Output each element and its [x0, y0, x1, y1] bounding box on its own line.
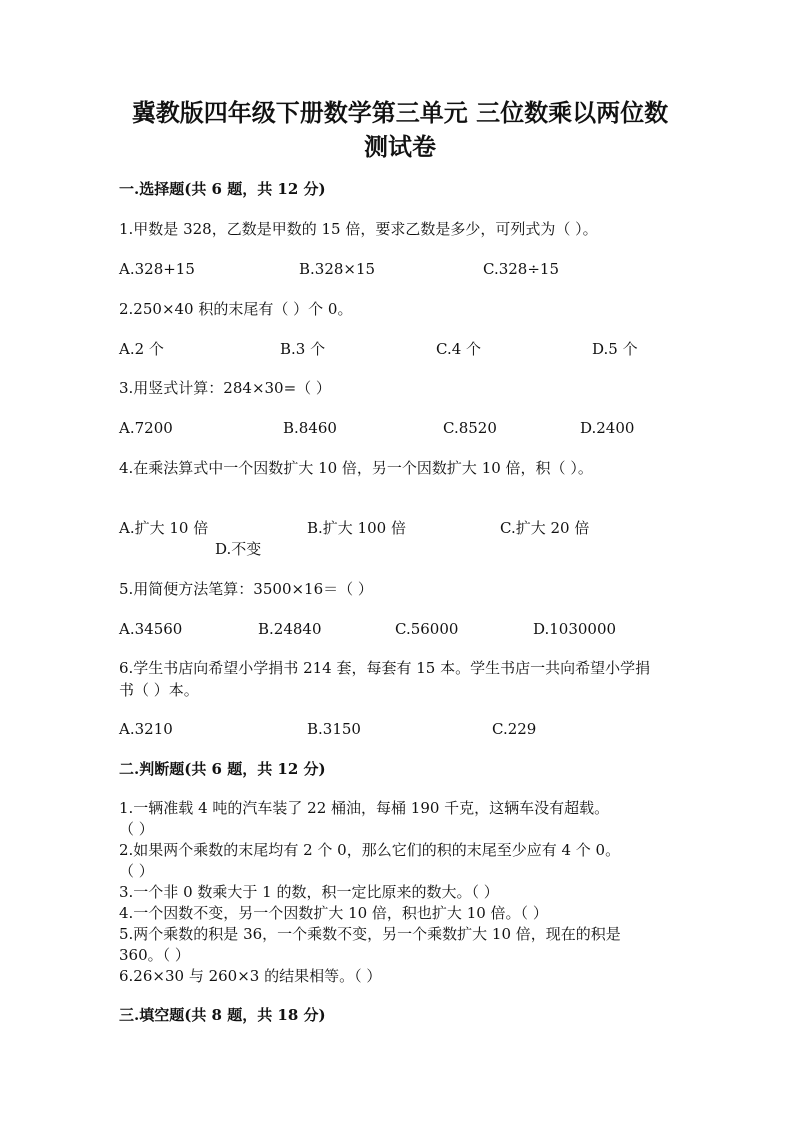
option-a: A.7200 [119, 419, 173, 437]
section-heading-choice: 一.选择题(共 6 题，共 12 分) [119, 180, 326, 198]
statement-line: 3.一个非 0 数乘大于 1 的数，积一定比原来的数大。（ ） [119, 883, 499, 901]
statement-line: 4.一个因数不变，另一个因数扩大 10 倍，积也扩大 10 倍。（ ） [119, 904, 548, 922]
option-b: B.24840 [258, 620, 322, 638]
option-a: A.2 个 [119, 340, 164, 358]
answer-bracket: （ ） [119, 820, 154, 838]
question-stem: 3.用竖式计算：284×30=（ ） [119, 379, 331, 397]
section-heading-fill-blank: 三.填空题(共 8 题，共 18 分) [119, 1006, 326, 1024]
page-title-line-1: 冀教版四年级下册数学第三单元 三位数乘以两位数 [131, 98, 669, 127]
option-a: A.3210 [119, 720, 173, 738]
option-a: A.328+15 [119, 260, 195, 278]
statement-line: 6.26×30 与 260×3 的结果相等。（ ） [119, 967, 382, 985]
statement-line: 1.一辆准载 4 吨的汽车装了 22 桶油，每桶 190 千克，这辆车没有超载。 [119, 799, 610, 817]
page-title-line-2: 测试卷 [364, 132, 436, 161]
question-stem: 5.用简便方法笔算：3500×16＝（ ） [119, 580, 373, 598]
question-stem: 2.250×40 积的末尾有（ ）个 0。 [119, 300, 353, 318]
section-heading-true-false: 二.判断题(共 6 题，共 12 分) [119, 760, 326, 778]
answer-bracket: （ ） [119, 862, 154, 880]
option-c: C.328÷15 [483, 260, 559, 278]
option-b: B.3150 [307, 720, 361, 738]
option-d: D.1030000 [533, 620, 617, 638]
question-stem-continued: 书（ ）本。 [119, 681, 199, 699]
option-c: C.4 个 [436, 340, 482, 358]
statement-line: 5.两个乘数的积是 36，一个乘数不变，另一个乘数扩大 10 倍，现在的积是 [119, 925, 621, 943]
option-c: C.8520 [443, 419, 497, 437]
statement-line-continued: 360。（ ） [119, 946, 190, 964]
option-b: B.扩大 100 倍 [307, 519, 406, 537]
option-b: B.328×15 [299, 260, 376, 278]
option-c: C.56000 [395, 620, 459, 638]
option-d: D.5 个 [592, 340, 638, 358]
statement-line: 2.如果两个乘数的末尾均有 2 个 0，那么它们的积的末尾至少应有 4 个 0。 [119, 841, 621, 859]
option-d: D.不变 [215, 540, 262, 558]
option-c: C.扩大 20 倍 [500, 519, 590, 537]
option-b: B.8460 [283, 419, 337, 437]
option-b: B.3 个 [280, 340, 326, 358]
option-a: A.34560 [119, 620, 183, 638]
question-stem: 1.甲数是 328，乙数是甲数的 15 倍，要求乙数是多少，可列式为（ ）。 [119, 220, 598, 238]
option-d: D.2400 [580, 419, 635, 437]
option-c: C.229 [492, 720, 537, 738]
question-stem: 4.在乘法算式中一个因数扩大 10 倍，另一个因数扩大 10 倍，积（ ）。 [119, 459, 593, 477]
question-stem: 6.学生书店向希望小学捐书 214 套，每套有 15 本。学生书店一共向希望小学捐 [119, 659, 651, 677]
option-a: A.扩大 10 倍 [119, 519, 209, 537]
